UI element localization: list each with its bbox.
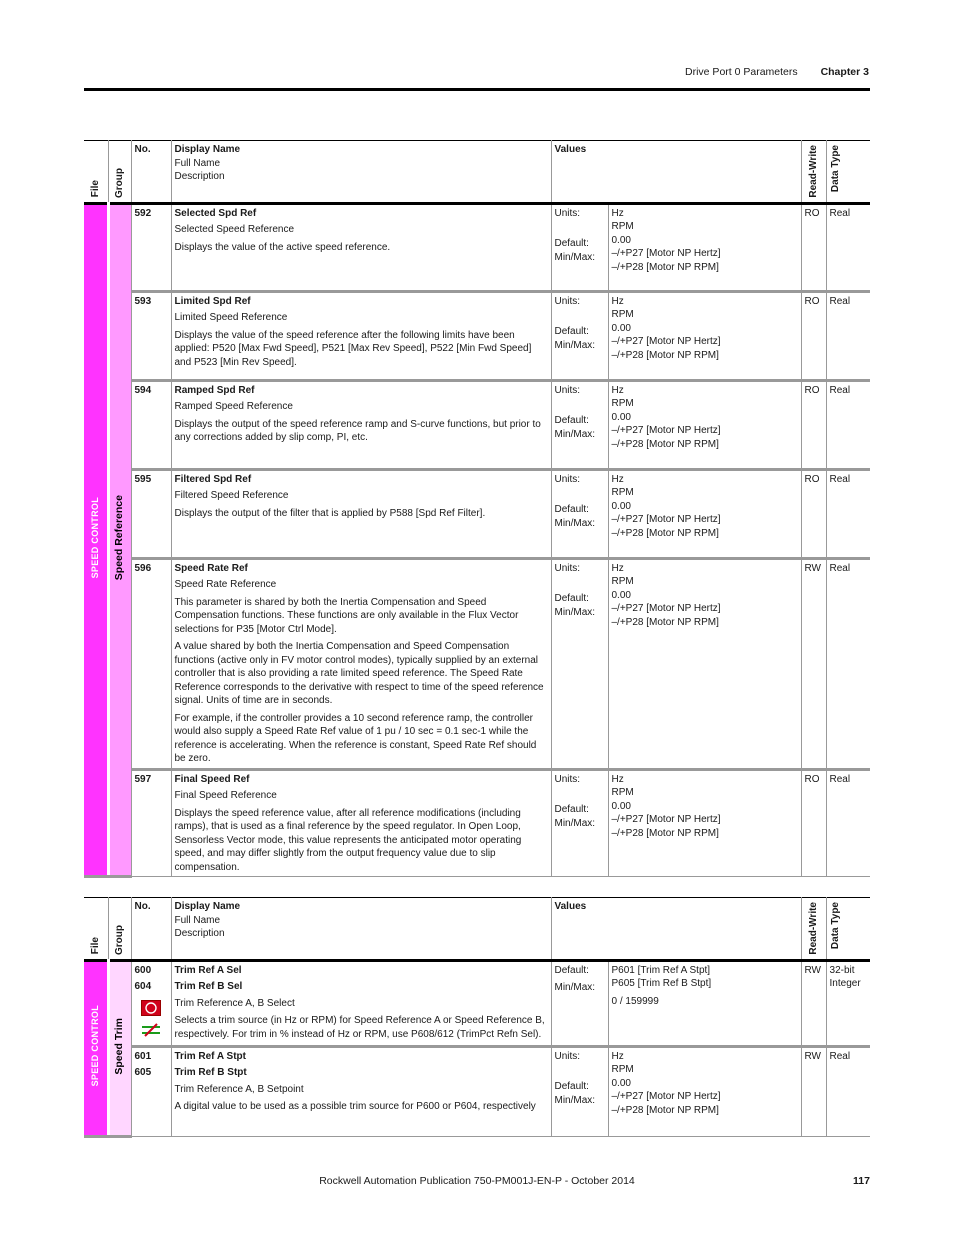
- value-line: –/+P28 [Motor NP RPM]: [611, 827, 719, 839]
- stop-config-icon: [141, 1000, 161, 1016]
- param-number: [131, 960, 171, 1046]
- param-number: [131, 380, 171, 469]
- minmax-value: 0 / 159999: [611, 995, 659, 1007]
- param-no: 592: [134, 207, 152, 219]
- data-type-value: 32-bit Integer: [826, 960, 870, 1046]
- link-source-icon: [141, 1022, 161, 1038]
- param-full-name: Final Speed Reference: [174, 790, 277, 802]
- param-description: Displays the output of the filter that is applied by P588 [Spd Ref Filter].: [174, 507, 486, 519]
- page-header: [685, 66, 869, 78]
- value-labels: [551, 469, 608, 558]
- value-cell: [608, 960, 801, 1046]
- param-display-name: Filtered Spd Ref: [174, 473, 252, 485]
- default-label: Default:: [554, 238, 589, 250]
- value-cell: [608, 1046, 801, 1136]
- group-band: [108, 203, 131, 877]
- value-line: RPM: [611, 487, 634, 499]
- file-band: [84, 960, 108, 1136]
- default-value: 0.00: [611, 500, 631, 512]
- publication-info: Rockwell Automation Publication 750-PM001J-EN-P - October 2014: [319, 1175, 635, 1187]
- read-write-value: RO: [801, 769, 826, 877]
- default-value: 0.00: [611, 322, 631, 334]
- value-cell: [608, 558, 801, 769]
- units-label: Units:: [554, 473, 581, 485]
- param-display-name: Limited Spd Ref: [174, 295, 251, 307]
- file-band: [84, 203, 108, 877]
- group-band: [108, 960, 131, 1136]
- data-type-value: Real: [826, 558, 870, 769]
- param-description: Displays the value of the active speed reference.: [174, 241, 391, 253]
- parameter-row: [84, 203, 870, 291]
- units-label: Units:: [554, 295, 581, 307]
- data-type-value: Real: [826, 469, 870, 558]
- table-header-row: [84, 898, 870, 961]
- parameter-row: [84, 558, 870, 769]
- param-no: 600: [134, 964, 152, 976]
- param-number: [131, 203, 171, 291]
- read-write-value: RO: [801, 469, 826, 558]
- value-line: P605 [Trim Ref B Stpt]: [611, 978, 712, 990]
- parameter-row: [84, 1046, 870, 1136]
- read-write-value: RO: [801, 291, 826, 380]
- group-label: Speed Trim: [113, 1017, 126, 1075]
- default-label: Default:: [554, 504, 589, 516]
- minmax-label: Min/Max:: [554, 1094, 596, 1106]
- param-display-name-2: Trim Ref B Stpt: [174, 1067, 247, 1079]
- read-write-col-header: Read-Write: [807, 145, 819, 198]
- no-col-header: No.: [131, 141, 171, 204]
- param-full-name: Limited Speed Reference: [174, 312, 288, 324]
- param-display-name-2: Trim Ref B Sel: [174, 981, 243, 993]
- default-label: Default:: [554, 964, 589, 976]
- param-full-name: Speed Rate Reference: [174, 579, 277, 591]
- value-line: Hz: [611, 473, 624, 485]
- param-no: 597: [134, 773, 152, 785]
- param-description-cell: [171, 291, 551, 380]
- value-line: –/+P27 [Motor NP Hertz]: [611, 336, 721, 348]
- default-value: 0.00: [611, 234, 631, 246]
- parameter-row: [84, 769, 870, 877]
- param-no-2: 605: [134, 1067, 152, 1079]
- file-label: SPEED CONTROL: [89, 496, 100, 579]
- default-value: 0.00: [611, 800, 631, 812]
- units-label: Units:: [554, 207, 581, 219]
- value-cell: [608, 769, 801, 877]
- minmax-label: Min/Max:: [554, 428, 596, 440]
- no-col-header: No.: [131, 898, 171, 961]
- values-col-header: Values: [551, 898, 801, 961]
- minmax-label: Min/Max:: [554, 251, 596, 263]
- param-no: 596: [134, 562, 152, 574]
- group-col-header: Group: [113, 924, 125, 955]
- value-line: RPM: [611, 221, 634, 233]
- units-label: Units:: [554, 562, 581, 574]
- param-description-cell: [171, 203, 551, 291]
- param-description-cell: [171, 380, 551, 469]
- param-description: For example, if the controller provides a 10 second reference ramp, the controller would also supply a Speed Rate Ref value of 1 pu / 10 sec = 0.1 sec-1 while the reference is accelerating. When the reference is constant, Speed Rate Ref should be zero.: [174, 712, 537, 765]
- param-description: Displays the output of the speed reference ramp and S-curve functions, but prior to any corrections added by slip comp, PI, etc.: [174, 418, 541, 444]
- param-full-name: Ramped Speed Reference: [174, 401, 293, 413]
- value-labels: [551, 291, 608, 380]
- value-line: –/+P27 [Motor NP Hertz]: [611, 603, 721, 615]
- param-number: [131, 469, 171, 558]
- group-label: Speed Reference: [113, 495, 126, 581]
- param-number: [131, 291, 171, 380]
- chapter-label: Chapter 3: [820, 66, 869, 78]
- minmax-label: Min/Max:: [554, 817, 596, 829]
- value-labels: [551, 1046, 608, 1136]
- data-type-value: Real: [826, 1046, 870, 1136]
- default-label: Default:: [554, 593, 589, 605]
- value-line: –/+P27 [Motor NP Hertz]: [611, 814, 721, 826]
- read-write-value: RO: [801, 380, 826, 469]
- read-write-col-header: Read-Write: [807, 902, 819, 955]
- value-cell: [608, 203, 801, 291]
- param-description-cell: [171, 960, 551, 1046]
- param-display-name: Speed Rate Ref: [174, 562, 248, 574]
- value-line: –/+P28 [Motor NP RPM]: [611, 261, 719, 273]
- parameter-row: [84, 380, 870, 469]
- param-full-name: Filtered Speed Reference: [174, 490, 289, 502]
- value-line: P601 [Trim Ref A Stpt]: [611, 964, 711, 976]
- param-number: [131, 769, 171, 877]
- minmax-label: Min/Max:: [554, 339, 596, 351]
- param-display-name: Trim Ref A Sel: [174, 964, 242, 976]
- param-description: This parameter is shared by both the Inertia Compensation and Speed Compensation functions. These functions are only available in the Flux Vector selections for P35 [Motor Ctrl Mode].: [174, 596, 519, 635]
- data-type-value: Real: [826, 380, 870, 469]
- param-description: A digital value to be used as a possible trim source for P600 or P604, respectively: [174, 1101, 536, 1113]
- default-label: Default:: [554, 415, 589, 427]
- value-line: Hz: [611, 384, 624, 396]
- value-labels: [551, 960, 608, 1046]
- param-full-name: Trim Reference A, B Setpoint: [174, 1083, 304, 1095]
- param-description: A value shared by both the Inertia Compensation and Speed Compensation functions (active only in FV motor control modes), typically supplied by an external controller that is also providing a rate limited speed reference. The Speed Rate Reference corresponds to the derivative with respect to time of the speed reference signal. Units of time are in seconds.: [174, 641, 544, 707]
- parameter-table-speed-reference: [84, 140, 870, 878]
- data-type-col-header: Data Type: [829, 145, 841, 193]
- parameter-table-speed-trim: [84, 897, 870, 1138]
- param-description-cell: [171, 1046, 551, 1136]
- default-value: 0.00: [611, 589, 631, 601]
- param-no-2: 604: [134, 981, 152, 993]
- value-labels: [551, 769, 608, 877]
- value-line: –/+P28 [Motor NP RPM]: [611, 349, 719, 361]
- param-description-cell: [171, 469, 551, 558]
- param-display-name: Ramped Spd Ref: [174, 384, 255, 396]
- units-label: Units:: [554, 384, 581, 396]
- param-no: 595: [134, 473, 152, 485]
- display-name-col-header: Display Name Full Name Description: [171, 898, 551, 961]
- value-line: –/+P28 [Motor NP RPM]: [611, 527, 719, 539]
- page-number: 117: [853, 1175, 870, 1187]
- param-no: 594: [134, 384, 152, 396]
- table-header-row: [84, 141, 870, 204]
- default-value: 0.00: [611, 1077, 631, 1089]
- data-type-value: Real: [826, 291, 870, 380]
- file-col-header: File: [90, 180, 101, 198]
- param-number: [131, 558, 171, 769]
- read-write-value: RW: [801, 960, 826, 1046]
- parameter-row: [84, 469, 870, 558]
- value-line: Hz: [611, 295, 624, 307]
- value-line: Hz: [611, 207, 624, 219]
- param-number: [131, 1046, 171, 1136]
- value-line: Hz: [611, 773, 624, 785]
- value-labels: [551, 558, 608, 769]
- value-line: RPM: [611, 398, 634, 410]
- value-line: –/+P28 [Motor NP RPM]: [611, 616, 719, 628]
- minmax-label: Min/Max:: [554, 982, 596, 994]
- units-label: Units:: [554, 773, 581, 785]
- value-cell: [608, 291, 801, 380]
- default-label: Default:: [554, 1081, 589, 1093]
- param-display-name: Final Speed Ref: [174, 773, 250, 785]
- value-line: –/+P27 [Motor NP Hertz]: [611, 1091, 721, 1103]
- data-type-value: Real: [826, 203, 870, 291]
- value-line: RPM: [611, 787, 634, 799]
- value-line: RPM: [611, 309, 634, 321]
- value-line: –/+P27 [Motor NP Hertz]: [611, 248, 721, 260]
- read-write-value: RW: [801, 558, 826, 769]
- value-cell: [608, 469, 801, 558]
- param-description: Displays the value of the speed reference after the following limits have been applied: P520 [Max Fwd Speed], P521 [Max Rev Speed], P522 [Min Fwd Speed] and P523 [Min Rev Speed].: [174, 329, 532, 368]
- value-line: –/+P28 [Motor NP RPM]: [611, 438, 719, 450]
- default-value: 0.00: [611, 411, 631, 423]
- values-col-header: Values: [551, 141, 801, 204]
- data-type-col-header: Data Type: [829, 902, 841, 950]
- minmax-label: Min/Max:: [554, 517, 596, 529]
- group-col-header: Group: [113, 167, 125, 198]
- param-no: 601: [134, 1050, 152, 1062]
- file-col-header: File: [90, 937, 101, 955]
- param-description-cell: [171, 558, 551, 769]
- units-label: Units:: [554, 1050, 581, 1062]
- param-description-cell: [171, 769, 551, 877]
- value-line: Hz: [611, 1050, 624, 1062]
- param-display-name: Selected Spd Ref: [174, 207, 257, 219]
- section-title: Drive Port 0 Parameters: [685, 66, 798, 78]
- param-display-name: Trim Ref A Stpt: [174, 1050, 246, 1062]
- value-line: –/+P27 [Motor NP Hertz]: [611, 425, 721, 437]
- value-line: RPM: [611, 576, 634, 588]
- param-description: Displays the speed reference value, after all reference modifications (including ramps), that is used as a final reference by the speed regulator. In Open Loop, Sensorless Vector mode, this value represents the anticipated motor operating speed, and may differ slightly from the output frequency value due to slip compensation.: [174, 807, 522, 873]
- param-full-name: Selected Speed Reference: [174, 224, 295, 236]
- display-name-col-header: Display Name Full Name Description: [171, 141, 551, 204]
- parameter-row: [84, 960, 870, 1046]
- read-write-value: RO: [801, 203, 826, 291]
- read-write-value: RW: [801, 1046, 826, 1136]
- value-cell: [608, 380, 801, 469]
- data-type-value: Real: [826, 769, 870, 877]
- value-labels: [551, 380, 608, 469]
- file-label: SPEED CONTROL: [89, 1005, 100, 1087]
- header-rule: [84, 88, 870, 91]
- default-label: Default:: [554, 326, 589, 338]
- value-line: Hz: [611, 562, 624, 574]
- param-no: 593: [134, 295, 152, 307]
- default-label: Default:: [554, 804, 589, 816]
- param-full-name: Trim Reference A, B Select: [174, 997, 295, 1009]
- parameter-row: [84, 291, 870, 380]
- value-line: –/+P28 [Motor NP RPM]: [611, 1104, 719, 1116]
- param-description: Selects a trim source (in Hz or RPM) for Speed Reference A or Speed Reference B, respectively. For trim in % instead of Hz or RPM, use P608/612 (TrimPct Refn Sel).: [174, 1015, 545, 1040]
- value-line: –/+P27 [Motor NP Hertz]: [611, 514, 721, 526]
- value-labels: [551, 203, 608, 291]
- value-line: RPM: [611, 1064, 634, 1076]
- minmax-label: Min/Max:: [554, 606, 596, 618]
